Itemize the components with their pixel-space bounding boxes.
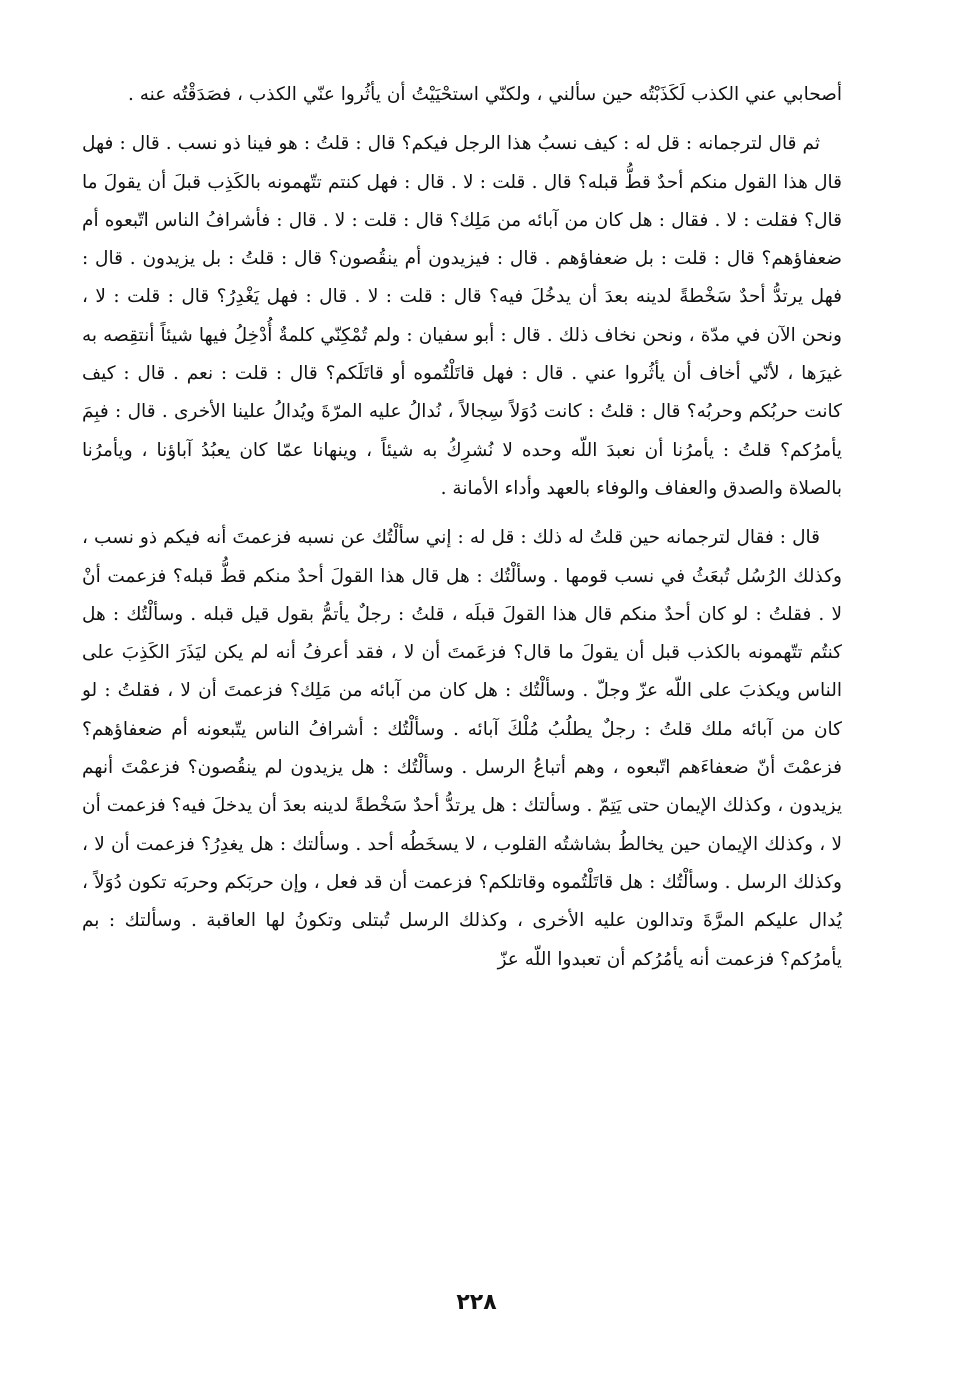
paragraph-heraclius-response: قال : فقال لترجمانه حين قلتُ له ذلك : قل له : إني سألْتُك عن نسبه فزعمتَ أنه فيكم ذو نسب ، وكذلك الرُسُل تُبعَثُ في نسب قومها . وسألْتُك : هل قال هذا القولَ أحدٌ منكم قطُّ قبله؟ فزعمت أنْ لا . فقلتُ : لو كان أحدٌ منكم قال هذا القولَ قبلَه ، قلتُ : رجلٌ يأتمُّ بقول قيل قبله . وسألْتُك : هل كنتُم تتّهمونه بالكذب قبل أن يقولَ ما قال؟ فزعَمتَ أن لا ، فقد أعرفُ أنه لم يكن ليَذَرَ الكَذِبَ على الناس ويكذبَ على اللّه عزّ وجلّ . وسألْتُك : هل كان من آبائه من مَلِك؟ فزعمتَ أن لا ، فقلتُ : لو كان من آبائه ملك قلتُ : رجلٌ يطلُبُ مُلْكَ آبائه . وسألْتُك : أشرافُ الناس يتّبعونه أم ضعفاؤهم؟ فزعمْتَ أنّ ضعفاءَهم اتّبعوه ، وهم أتباعُ الرسل . وسألْتُك : هل يزيدون لم ينقُصون؟ فزعمْتَ أنهم يزيدون ، وكذلك الإيمان حتى يَتِمّ . وسألتك : هل يرتدُّ أحدٌ سَخْطةً لدينه بعدَ أن يدخلَ فيه؟ فزعمت أن لا ، وكذلك الإيمان حين يخالطُ بشاشتُه القلوب ، لا يسخَطُه أحد . وسألتك : هل يغدِرُ؟ فزعمت أن لا ، وكذلك الرسل . وسألْتُك : هل قاتَلْتُموه وقاتلكم؟ فزعمت أن قد فعل ، وإن حربَكم وحربَه تكون دُوَلاً ، يُدال عليكم المرَّةَ وتدالون عليه الأخرى ، وكذلك الرسل تُبتلى وتكونُ لها العاقبة . وسألتك : بم يأمرُكم؟ فزعمت أنه يأمُرُكم أن تعبدوا اللّه عزّ [82,527,842,970]
paragraph-continuation: أصحابي عني الكذب لَكَذَبْتُه حين سألني ، ولكنّي استحْيَيْتُ أن يأثُروا عنّي الكذب ، فصَدَقْتُه عنه . [127,84,842,105]
main-text-block [82,76,842,990]
page-number: ٢٢٨ [456,1290,497,1315]
paragraph-dialogue-questions: ثم قال لترجمانه : قل له : كيف نسبُ هذا الرجل فيكم؟ قال : قلتُ : هو فينا ذو نسب . قال : فهل قال هذا القول منكم أحدٌ قطُّ قبله؟ قال . قلت : لا . قال : فهل كنتم تتّهمونه بالكَذِب قبلَ أن يقولَ ما قال؟ فقلت : لا . فقال : هل كان من آبائه من مَلِك؟ قال : قلت : لا . قال : فأشرافُ الناس اتّبعوه أم ضعفاؤهم؟ قال : قلت : بل ضعفاؤهم . قال : فيزيدون أم ينقُصون؟ قال : قلتُ : بل يزيدون . قال : فهل يرتدُّ أحدٌ سَخْطةً لدينه بعدَ أن يدخُلَ فيه؟ قال : قلت : لا . قال : فهل يَغْدِرُ؟ قال : قلت : لا ، ونحن الآن في مدّة ، ونحن نخاف ذلك . قال : أبو سفيان : ولم تُمْكِنّي كلمةٌ أُدْخِلُ فيها شيئاً أنتقِصه به غيرَها ، لأنّي أخاف أن يأثُروا عني . قال : فهل قاتَلْتُموه أو قاتَلَكم؟ قال : قلت : نعم . قال : كيف كانت حربُكم وحربُه؟ قال : قلتُ : كانت دُوَلاً سِجالاً ، نُدالُ عليه المرّةَ ويُدالُ علينا الأخرى . قال : فبِمَ يأمرُكم؟ قلتُ : يأمرُنا أن نعبدَ اللّه وحده لا نُشرِكُ به شيئاً ، وينهانا عمّا كان يعبُدُ آباؤنا ، ويأمرُنا بالصلاة والصدق والعفاف والوفاء بالعهد وأداء الأمانة . [82,133,842,499]
